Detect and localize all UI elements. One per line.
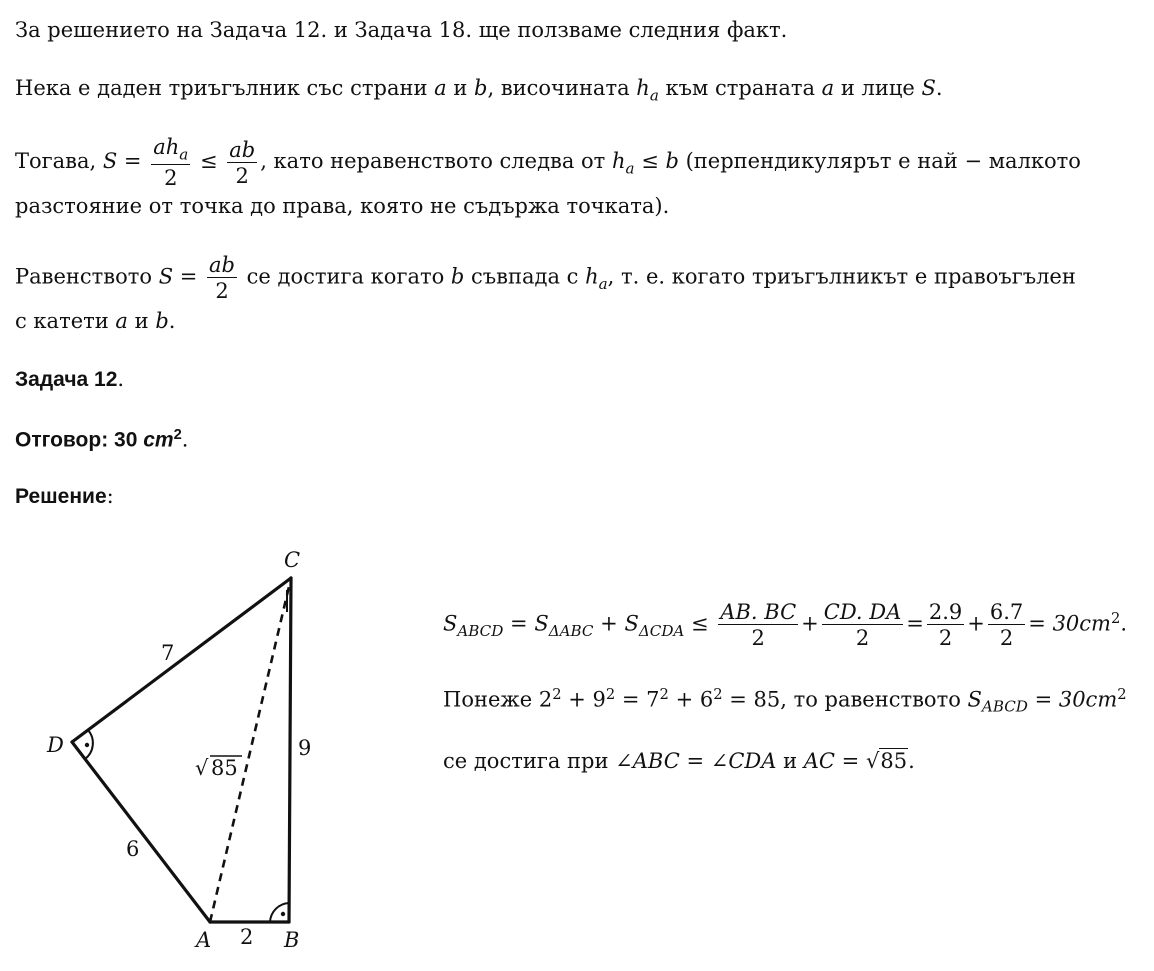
math-a: a: [434, 76, 447, 100]
sqrt-icon: √: [865, 749, 880, 773]
plus-symbol: +: [967, 611, 985, 636]
fraction-denominator: 2: [855, 626, 870, 651]
math-h: h: [636, 76, 650, 100]
fraction-denominator: 2: [938, 626, 953, 651]
math-sub: ABCD: [457, 621, 504, 640]
right-angle-mark-b: [270, 903, 289, 922]
leq-symbol: ≤: [684, 611, 716, 636]
solution-label: Решение: [15, 485, 107, 508]
math-sub: ΔCDA: [638, 621, 685, 640]
math-h-sub: a: [598, 274, 608, 293]
fraction-numerator: 2.9: [928, 600, 963, 624]
fraction-numerator: AB. BC: [720, 600, 797, 624]
text: (перпендикулярът е най − малкото: [678, 149, 1081, 174]
fraction-numerator: $ah_a$: [153, 135, 189, 164]
fraction-denominator: 2: [751, 626, 765, 651]
fraction-numerator: CD. DA: [823, 600, 902, 624]
exp: 2: [1117, 686, 1127, 703]
sqrt-icon: √: [195, 756, 209, 780]
side-label-ab: 2: [240, 925, 254, 949]
answer-label: Отговор: 30: [15, 428, 144, 452]
text: се достига когато: [240, 264, 451, 289]
text: към страната: [658, 76, 822, 100]
num: = 7: [615, 687, 660, 712]
vertex-label-a: A: [196, 928, 212, 952]
fraction-denominator: 2: [215, 279, 229, 304]
answer-exponent: 2: [173, 427, 182, 443]
formula-dot: .: [908, 749, 915, 773]
side-label-da: 6: [126, 837, 140, 861]
plus-symbol: +: [801, 611, 819, 636]
right-angle-dot-d: [85, 743, 89, 747]
text: .: [935, 76, 943, 100]
math-b: b: [474, 76, 488, 100]
fraction-denominator: 2: [999, 626, 1014, 651]
answer-dot: .: [181, 427, 189, 452]
math-a: a: [115, 309, 128, 333]
math-sub: ABCD: [981, 697, 1028, 716]
text: , т. е. когато триъгълникът е правоъгълен: [607, 264, 1076, 289]
math-s: S: [921, 76, 936, 100]
math-h: h: [585, 264, 599, 289]
formula-dot: .: [1120, 611, 1128, 636]
answer-unit: cm: [143, 428, 174, 452]
text: съвпада с: [464, 264, 586, 289]
num: + 6: [668, 687, 714, 712]
exp: 2: [605, 686, 616, 703]
result-exponent: 2: [1110, 610, 1121, 628]
problem-title-text: Задача 12: [15, 368, 118, 391]
text: и: [446, 76, 475, 100]
text: и лице: [834, 76, 922, 100]
fraction-numerator: ab: [229, 137, 256, 162]
fraction-numerator: ab: [209, 253, 235, 277]
fraction-denominator: 2: [235, 163, 249, 188]
text: и: [127, 309, 156, 333]
fraction-denominator: 2: [164, 166, 178, 191]
math-h: h: [611, 149, 626, 174]
radicand: 85: [880, 749, 908, 773]
right-angle-dot-b: [281, 912, 285, 916]
text: .: [168, 309, 176, 333]
side-label-cb: 9: [298, 736, 312, 760]
math-sub: ΔABC: [548, 621, 594, 640]
problem-title-dot: .: [117, 367, 125, 391]
exp: 2: [552, 686, 562, 703]
text: , височината: [487, 76, 637, 100]
text: Тогава,: [15, 149, 103, 174]
eq-symbol: =: [906, 611, 924, 636]
formula-result: = 30cm: [1027, 687, 1118, 712]
intro-text-1: За решението на Задача 12. и Задача 18. ще ползваме следния факт.: [15, 18, 788, 42]
text: , то равенството: [780, 687, 968, 712]
leq-symbol: ≤: [193, 149, 225, 174]
vertex-label-b: B: [284, 928, 300, 952]
math-a: a: [821, 76, 835, 100]
fraction-numerator: 6.7: [989, 600, 1024, 624]
math-angles: ∠ABC = ∠CDA: [615, 749, 777, 773]
math-plus: + S: [593, 611, 639, 636]
side-cb: [289, 578, 291, 922]
num: = 85: [722, 687, 781, 712]
math-eq: = S: [503, 611, 549, 636]
text: Нека е даден триъгълник със страни: [15, 76, 435, 100]
text: , като неравенството следва от: [260, 149, 612, 174]
math-b: b: [450, 264, 465, 289]
text: Равенството: [15, 264, 159, 289]
math-leq-b: ≤ b: [634, 149, 679, 174]
math-b: b: [155, 309, 169, 333]
num: 2: [538, 687, 553, 712]
math-s-eq: S =: [158, 264, 205, 289]
text: и: [776, 749, 804, 773]
math-h-sub: a: [649, 86, 659, 105]
formula-result: = 30cm: [1028, 611, 1111, 636]
math-s: S: [443, 611, 458, 636]
text: се достига при: [443, 749, 616, 773]
side-label-dc: 7: [161, 641, 175, 665]
side-ad: [72, 742, 210, 922]
text: Понеже: [443, 687, 539, 712]
intro-text-4: разстояние от точка до права, която не съдържа точката).: [15, 194, 670, 218]
text: с катети: [15, 309, 116, 333]
math-h-sub: a: [625, 159, 635, 178]
math-s-eq: S =: [102, 149, 149, 174]
num: + 9: [561, 687, 606, 712]
exp: 2: [713, 686, 723, 703]
exp: 2: [659, 686, 669, 703]
math-ac: AC =: [803, 749, 866, 773]
math-s: S: [967, 687, 982, 712]
solution-colon: :: [106, 484, 114, 508]
vertex-label-d: D: [47, 733, 64, 757]
diagonal-label: 85: [211, 756, 238, 780]
vertex-label-c: C: [284, 548, 301, 572]
